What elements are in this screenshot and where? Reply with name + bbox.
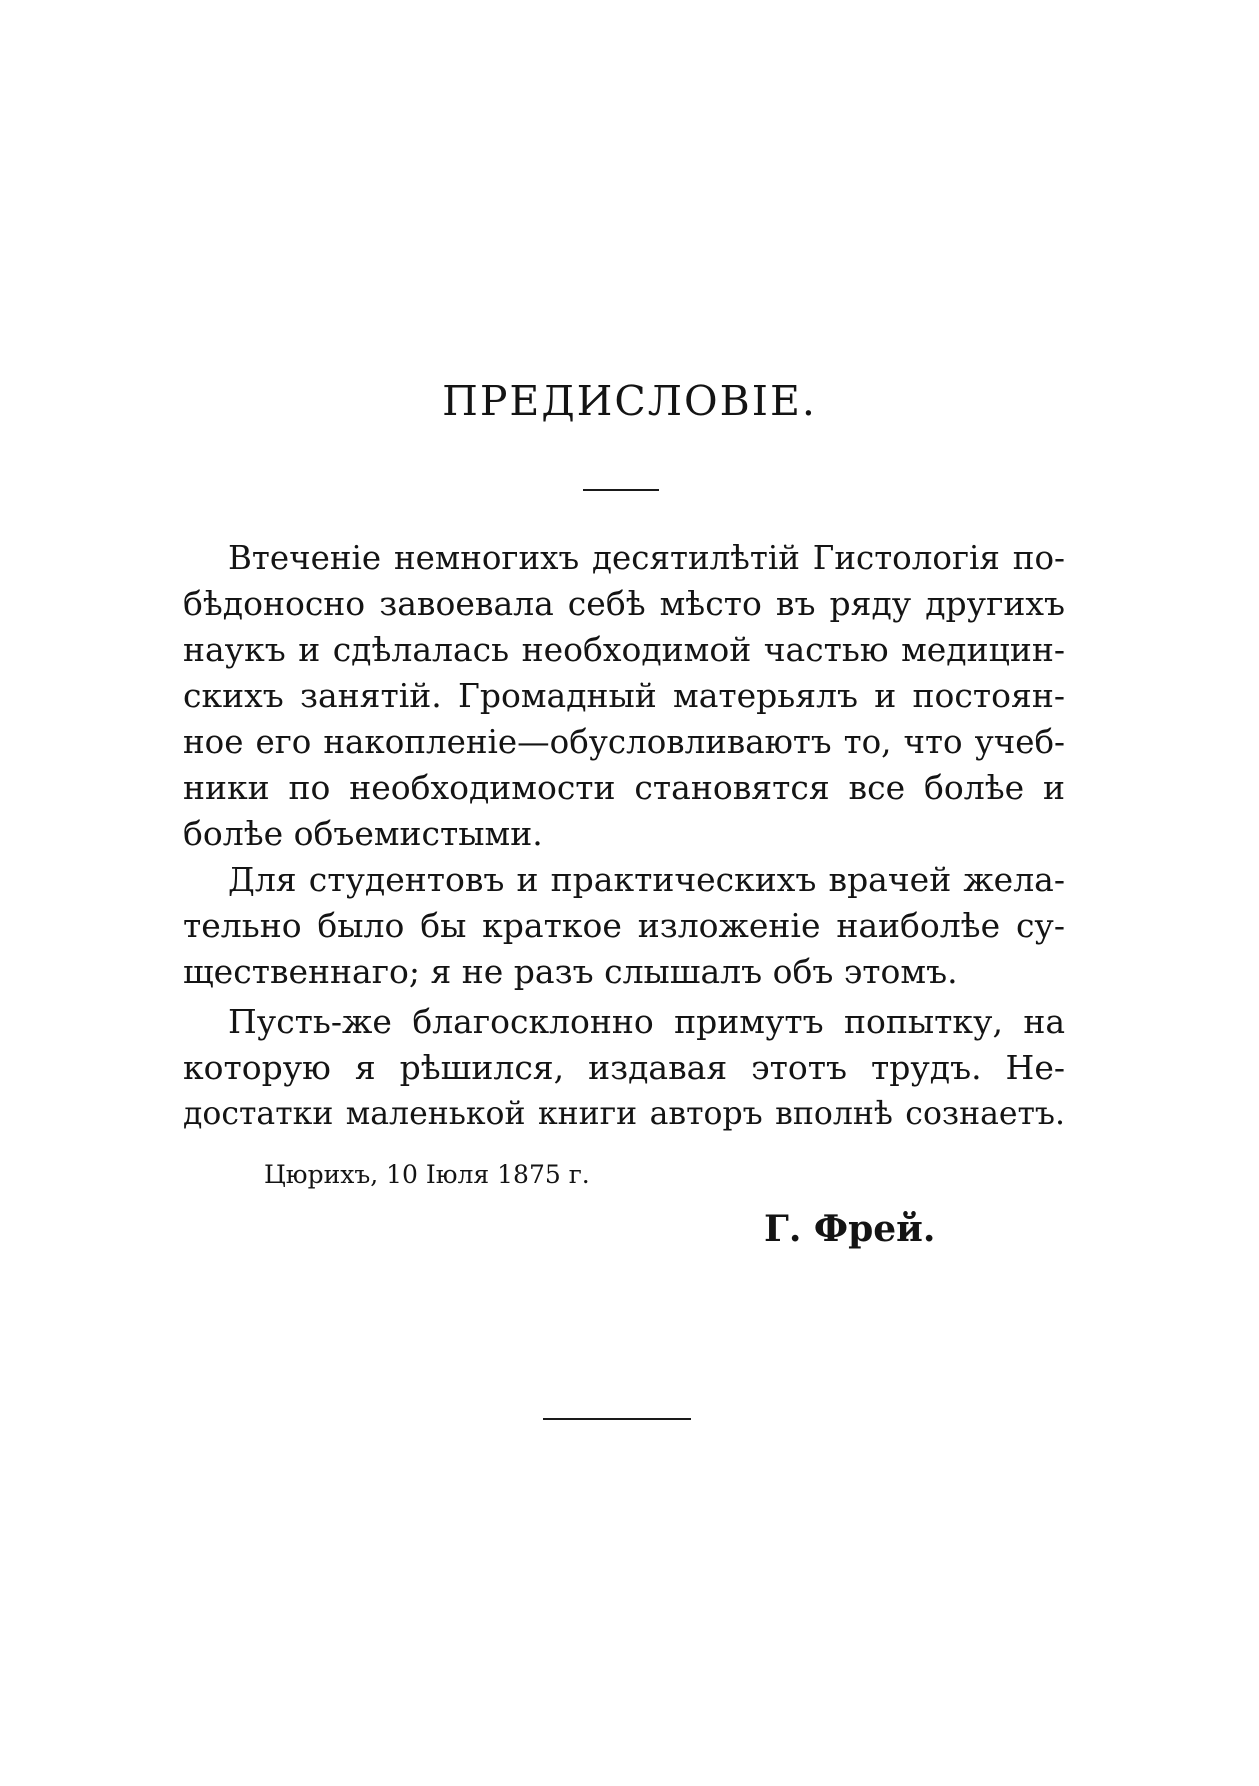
text-line: тельно было бы краткое изложеніе наиболѣе су-: [183, 906, 1065, 945]
text-line: достатки маленькой книги авторъ вполнѣ сознаетъ.: [183, 1096, 1065, 1132]
text-line: наукъ и сдѣлалась необходимой частью медицин-: [183, 630, 1065, 669]
text-line: Втеченіе немногихъ десятилѣтій Гистологія по-: [228, 539, 1065, 577]
text-line: ное его накопленіе—обусловливаютъ то, что учеб-: [183, 723, 1065, 761]
author-signature: Г. Фрей.: [764, 1208, 936, 1250]
text-line: Пусть-же благосклонно примутъ попытку, на: [228, 1002, 1065, 1041]
end-divider: [543, 1418, 691, 1420]
text-line: щественнаго; я не разъ слышалъ объ этомъ.: [183, 952, 958, 991]
page-title: ПРЕДИСЛОВІЕ.: [442, 377, 817, 425]
text-line: болѣе объемистыми.: [183, 814, 543, 853]
text-line: Для студентовъ и практическихъ врачей жела-: [228, 860, 1065, 899]
text-line: скихъ занятій. Громадный матерьялъ и постоян-: [183, 676, 1065, 715]
text-line: которую я рѣшился, издавая этотъ трудъ. Не-: [183, 1048, 1065, 1087]
text-line: бѣдоносно завоевала себѣ мѣсто въ ряду другихъ: [183, 584, 1065, 623]
title-divider: [583, 489, 659, 491]
place-date: Цюрихъ, 10 Іюля 1875 г.: [264, 1160, 590, 1189]
text-line: ники по необходимости становятся все болѣе и: [183, 768, 1065, 807]
